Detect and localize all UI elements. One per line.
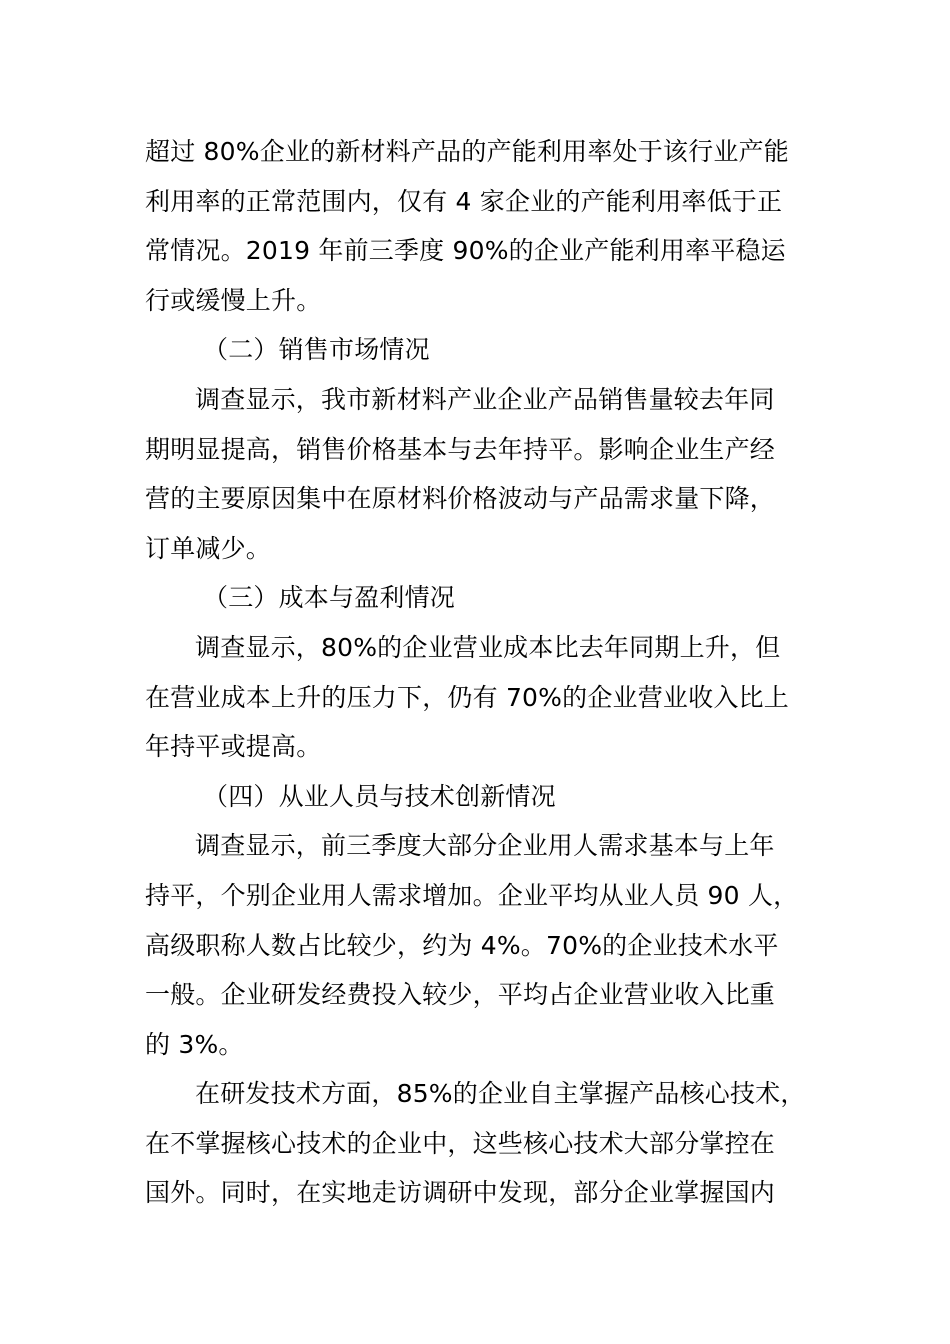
- text-line: 在研发技术方面，85%的企业自主掌握产品核心技术，: [195, 1079, 806, 1109]
- text-line: 调查显示，80%的企业营业成本比去年同期上升，但: [195, 632, 781, 662]
- text-line: 持平，个别企业用人需求增加。企业平均从业人员 90 人，: [145, 880, 799, 910]
- text-line: 调查显示，我市新材料产业企业产品销售量较去年同: [195, 384, 775, 414]
- section-heading-staff-innovation: （四）从业人员与技术创新情况: [203, 781, 556, 811]
- text-line: 期明显提高，销售价格基本与去年持平。影响企业生产经: [145, 434, 776, 464]
- paragraph-cost-profit: [145, 623, 835, 772]
- text-line: 行或缓慢上升。: [145, 285, 322, 315]
- text-line: 在营业成本上升的压力下，仍有 70%的企业营业收入比上: [145, 682, 789, 712]
- text-line: 利用率的正常范围内，仅有 4 家企业的产能利用率低于正: [145, 186, 783, 216]
- section-heading-cost-profit: （三）成本与盈利情况: [203, 583, 456, 613]
- paragraph-staff: [145, 821, 835, 1069]
- text-line: 国外。同时，在实地走访调研中发现，部分企业掌握国内: [145, 1178, 776, 1208]
- paragraph-rd-technology: [145, 1069, 835, 1218]
- text-line: 的 3%。: [145, 1029, 244, 1059]
- text-line: 调查显示，前三季度大部分企业用人需求基本与上年: [195, 831, 775, 861]
- text-line: 在不掌握核心技术的企业中，这些核心技术大部分掌控在: [145, 1128, 776, 1158]
- text-line: 营的主要原因集中在原材料价格波动与产品需求量下降，: [145, 484, 776, 514]
- document-body: [145, 127, 835, 1218]
- text-line: 超过 80%企业的新材料产品的产能利用率处于该行业产能: [145, 137, 789, 166]
- paragraph-capacity-utilization: [145, 127, 835, 325]
- text-line: 订单减少。: [145, 533, 272, 563]
- section-heading-sales-market: （二）销售市场情况: [203, 335, 430, 365]
- text-line: 常情况。2019 年前三季度 90%的企业产能利用率平稳运: [145, 236, 786, 266]
- text-line: 年持平或提高。: [145, 732, 322, 762]
- text-line: 高级职称人数占比较少，约为 4%。70%的企业技术水平: [145, 930, 779, 960]
- paragraph-sales-market: [145, 375, 835, 573]
- text-line: 一般。企业研发经费投入较少，平均占企业营业收入比重: [145, 980, 776, 1010]
